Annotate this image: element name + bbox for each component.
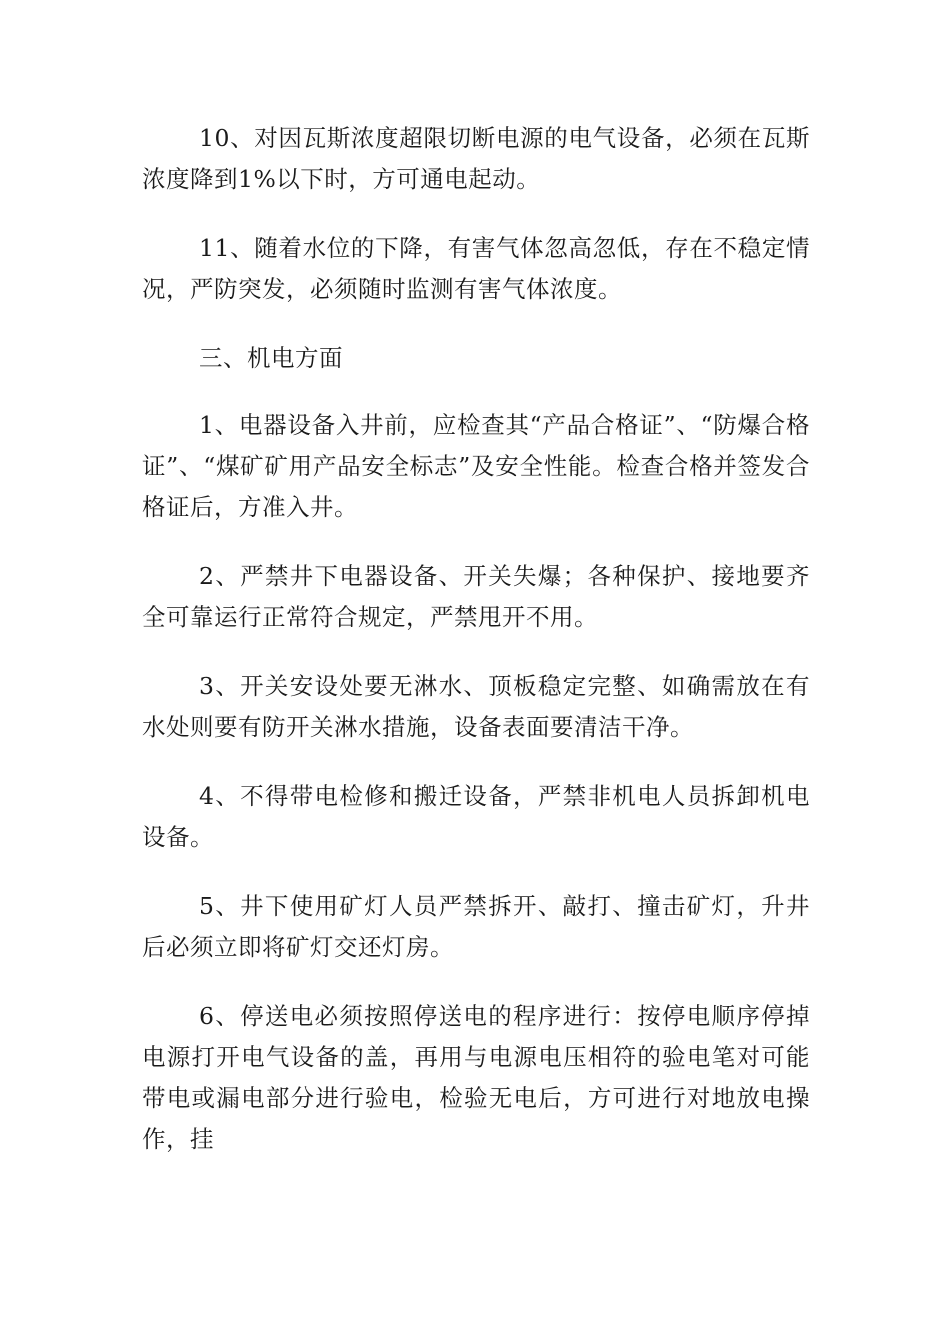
paragraph-miner-lamps: 5、井下使用矿灯人员严禁拆开、敲打、撞击矿灯，升井后必须立即将矿灯交还灯房。 [142, 892, 810, 961]
paragraph-power-procedure: 6、停送电必须按照停送电的程序进行：按停电顺序停掉电源打开电气设备的盖，再用与电源电压相符的验电笔对可能带电或漏电部分进行验电，检验无电后，方可进行对地放电操作，挂 [142, 1002, 810, 1153]
paragraph-live-maintenance: 4、不得带电检修和搬迁设备，严禁非机电人员拆卸机电设备。 [142, 782, 810, 851]
paragraph-gas-power-off: 10、对因瓦斯浓度超限切断电源的电气设备，必须在瓦斯浓度降到1%以下时，方可通电起动。 [142, 124, 810, 193]
paragraph-equipment-certificates: 1、电器设备入井前，应检查其“产品合格证”、“防爆合格证”、“煤矿矿用产品安全标志”及安全性能。检查合格并签发合格证后，方准入井。 [142, 411, 810, 521]
paragraph-explosion-protection: 2、严禁井下电器设备、开关失爆；各种保护、接地要齐全可靠运行正常符合规定，严禁甩开不用。 [142, 562, 810, 631]
paragraph-switch-installation: 3、开关安设处要无淋水、顶板稳定完整、如确需放在有水处则要有防开关淋水措施，设备表面要清洁干净。 [142, 672, 810, 741]
document-page [142, 118, 810, 1188]
paragraph-water-level-gas: 11、随着水位的下降，有害气体忽高忽低，存在不稳定情况，严防突发，必须随时监测有害气体浓度。 [142, 234, 810, 303]
section-heading-electromechanical: 三、机电方面 [199, 344, 343, 372]
